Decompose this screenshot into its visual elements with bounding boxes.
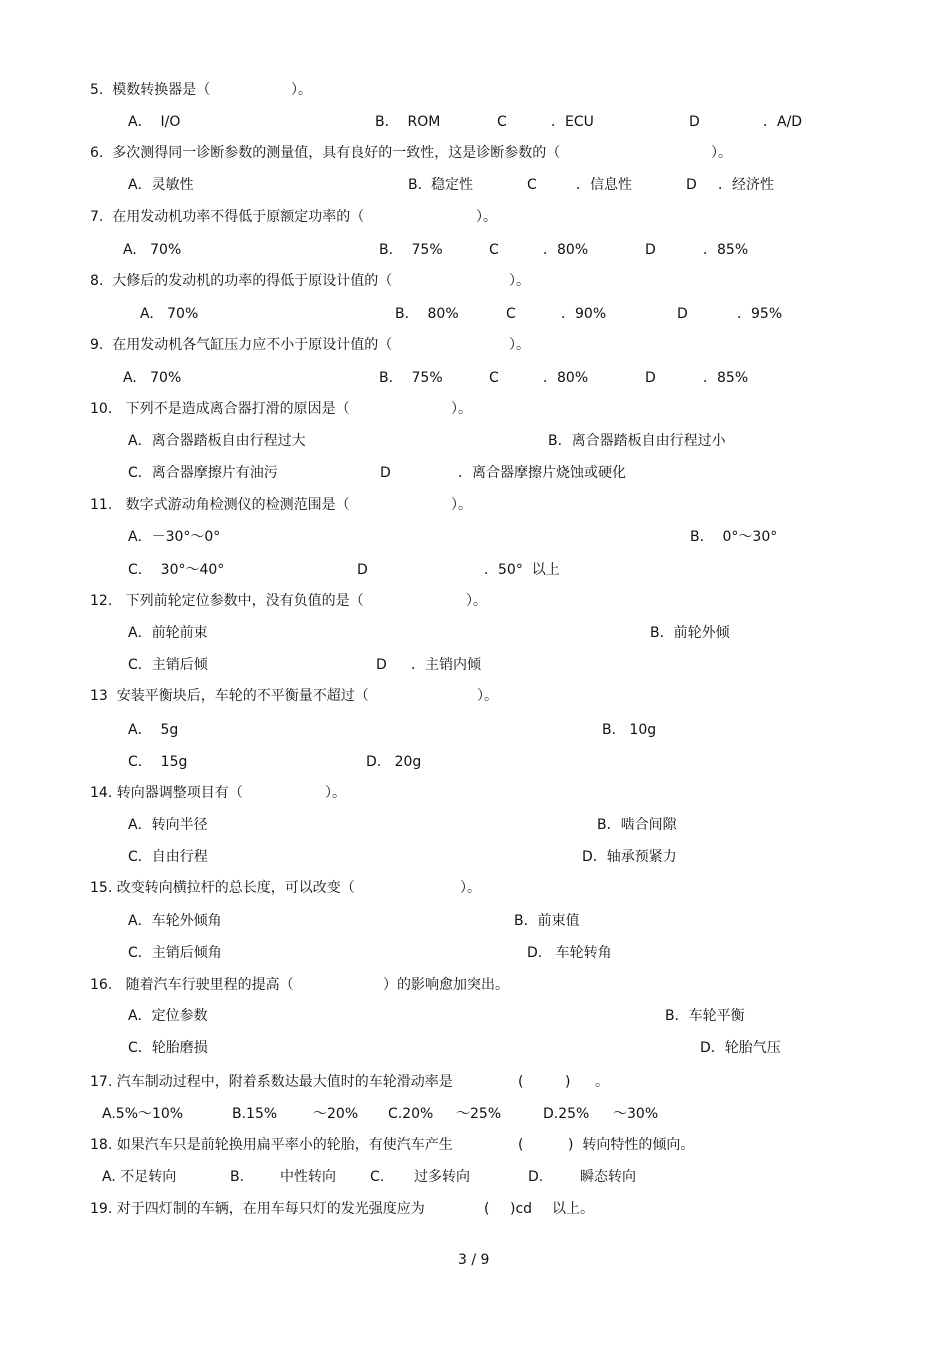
question-8-option: B． 80% (395, 306, 459, 322)
question-5-option: ．A/D (763, 114, 803, 130)
question-15-option: D. 车轮转角 (527, 945, 612, 961)
question-9-stem-part: 9. 在用发动机各气缸压力应不小于原设计值的（ (90, 337, 393, 353)
question-14-option: D．轴承预紧力 (582, 849, 677, 865)
question-11-option: B． 0°～30° (690, 529, 778, 545)
question-18-option: 过多转向 (414, 1169, 470, 1185)
question-15-stem-part: ）。 (460, 880, 481, 896)
question-11-option: ．50° 以上 (484, 562, 560, 578)
question-8-stem-part: ）。 (509, 273, 530, 289)
question-11-option: A．－30°～0° (128, 529, 221, 545)
question-13-option: D. 20g (366, 754, 422, 770)
question-8-stem-part: 8. 大修后的发动机的功率的得低于原设计值的（ (90, 273, 393, 289)
question-5-option: A． I/O (128, 114, 181, 130)
question-6-stem-part: ）。 (711, 145, 732, 161)
question-5-stem-part: ）。 (291, 82, 312, 98)
question-7-option: ．80% (543, 242, 589, 258)
question-7-stem-part: ）。 (476, 209, 497, 225)
question-13-stem-part: 13 安装平衡块后，车轮的不平衡量不超过（ (90, 688, 369, 704)
question-17-option: ～20% (313, 1106, 359, 1122)
question-15-option: B．前束值 (514, 913, 580, 929)
question-6-option: D (686, 177, 697, 193)
question-7-stem-part: 7. 在用发动机功率不得低于原额定功率的（ (90, 209, 365, 225)
question-7-option: B． 75% (379, 242, 443, 258)
question-19-stem-part: )cd (510, 1201, 533, 1217)
question-9-option: B． 75% (379, 370, 443, 386)
question-8-option: ．90% (561, 306, 607, 322)
question-16-option: C．轮胎磨损 (128, 1040, 208, 1056)
question-16-stem-part: 16. 随着汽车行驶里程的提高（ (90, 977, 294, 993)
question-16-option: B．车轮平衡 (665, 1008, 745, 1024)
question-6-option: A．灵敏性 (128, 177, 194, 193)
question-6-stem-part: 6. 多次测得同一诊断参数的测量值，具有良好的一致性，这是诊断参数的（ (90, 145, 561, 161)
question-12-option: A．前轮前束 (128, 625, 208, 641)
question-17-option: B.15% (232, 1106, 278, 1122)
question-6-option: ．经济性 (718, 177, 774, 193)
question-6-option: C (527, 177, 537, 193)
page-number: 3 / 9 (458, 1252, 490, 1268)
question-5-option: C (497, 114, 507, 130)
question-14-option: A．转向半径 (128, 817, 208, 833)
question-8-option: D (677, 306, 688, 322)
question-12-option: B．前轮外倾 (650, 625, 730, 641)
question-5-option: D (689, 114, 700, 130)
question-6-option: ．信息性 (576, 177, 632, 193)
question-18-option: D. (528, 1169, 544, 1185)
question-14-option: B．啮合间隙 (597, 817, 677, 833)
question-8-option: A. 70% (140, 306, 199, 322)
question-18-option: 瞬态转向 (580, 1169, 636, 1185)
question-9-stem-part: ）。 (509, 337, 530, 353)
question-15-stem-part: 15. 改变转向横拉杆的总长度，可以改变（ (90, 880, 355, 896)
question-8-option: ．95% (737, 306, 783, 322)
question-13-option: C． 15g (128, 754, 188, 770)
question-5-stem-part: 5. 模数转换器是（ (90, 82, 211, 98)
question-17-option: D.25% (543, 1106, 590, 1122)
question-18-stem-part: 18. 如果汽车只是前轮换用扁平率小的轮胎，有使汽车产生 (90, 1137, 453, 1153)
question-17-stem-part: ) (565, 1074, 571, 1090)
question-11-stem-part: 11. 数字式游动角检测仪的检测范围是（ (90, 497, 350, 513)
question-18-option: B. (230, 1169, 245, 1185)
question-17-stem-part: 17. 汽车制动过程中，附着系数达最大值时的车轮滑动率是 (90, 1074, 453, 1090)
question-12-stem-part: 12. 下列前轮定位参数中，没有负值的是（ (90, 593, 364, 609)
question-14-option: C．自由行程 (128, 849, 208, 865)
question-19-stem-part: 19. 对于四灯制的车辆，在用车每只灯的发光强度应为 (90, 1201, 425, 1217)
question-10-stem-part: 10. 下列不是造成离合器打滑的原因是（ (90, 401, 350, 417)
question-17-option: C.20% (388, 1106, 434, 1122)
question-11-option: D (357, 562, 368, 578)
question-9-option: ．85% (703, 370, 749, 386)
question-12-option: C．主销后倾 (128, 657, 208, 673)
question-19-stem-part: 以上。 (552, 1201, 594, 1217)
question-9-option: ．80% (543, 370, 589, 386)
question-9-option: A. 70% (123, 370, 182, 386)
question-12-option: D (376, 657, 387, 673)
question-12-option: ．主销内倾 (411, 657, 481, 673)
question-17-stem-part: 。 (595, 1074, 609, 1090)
question-10-option: D (380, 465, 391, 481)
question-10-option: B．离合器踏板自由行程过小 (548, 433, 726, 449)
question-17-option: ～30% (613, 1106, 659, 1122)
question-11-option: C． 30°～40° (128, 562, 225, 578)
question-10-option: ．离合器摩擦片烧蚀或硬化 (458, 465, 626, 481)
question-15-option: A．车轮外倾角 (128, 913, 222, 929)
question-10-option: A．离合器踏板自由行程过大 (128, 433, 306, 449)
question-9-option: C (489, 370, 499, 386)
question-7-option: A. 70% (123, 242, 182, 258)
question-13-option: B. 10g (602, 722, 657, 738)
question-7-option: D (645, 242, 656, 258)
question-5-option: B． ROM (375, 114, 441, 130)
question-16-option: A．定位参数 (128, 1008, 208, 1024)
question-14-stem-part: 14. 转向器调整项目有（ (90, 785, 243, 801)
question-17-stem-part: ( (518, 1074, 524, 1090)
question-8-option: C (506, 306, 516, 322)
question-18-option: C. (370, 1169, 385, 1185)
question-14-stem-part: ）。 (325, 785, 346, 801)
question-17-option: ～25% (456, 1106, 502, 1122)
question-13-option: A． 5g (128, 722, 179, 738)
question-10-option: C．离合器摩擦片有油污 (128, 465, 278, 481)
question-18-stem-part: ) 转向特性的倾向。 (568, 1137, 695, 1153)
question-19-stem-part: ( (484, 1201, 490, 1217)
question-18-option: 中性转向 (280, 1169, 336, 1185)
question-7-option: ．85% (703, 242, 749, 258)
question-10-stem-part: ）。 (451, 401, 472, 417)
question-6-option: B. 稳定性 (408, 177, 473, 193)
question-11-stem-part: ）。 (451, 497, 472, 513)
question-13-stem-part: ）。 (477, 688, 498, 704)
question-17-option: A.5%～10% (102, 1106, 184, 1122)
question-5-option: ．ECU (551, 114, 594, 130)
question-16-stem-part: ）的影响愈加突出。 (383, 977, 509, 993)
question-9-option: D (645, 370, 656, 386)
question-12-stem-part: ）。 (466, 593, 487, 609)
question-16-option: D．轮胎气压 (700, 1040, 781, 1056)
question-18-option: A. 不足转向 (102, 1169, 177, 1185)
question-15-option: C．主销后倾角 (128, 945, 222, 961)
question-7-option: C (489, 242, 499, 258)
question-18-stem-part: ( (518, 1137, 524, 1153)
